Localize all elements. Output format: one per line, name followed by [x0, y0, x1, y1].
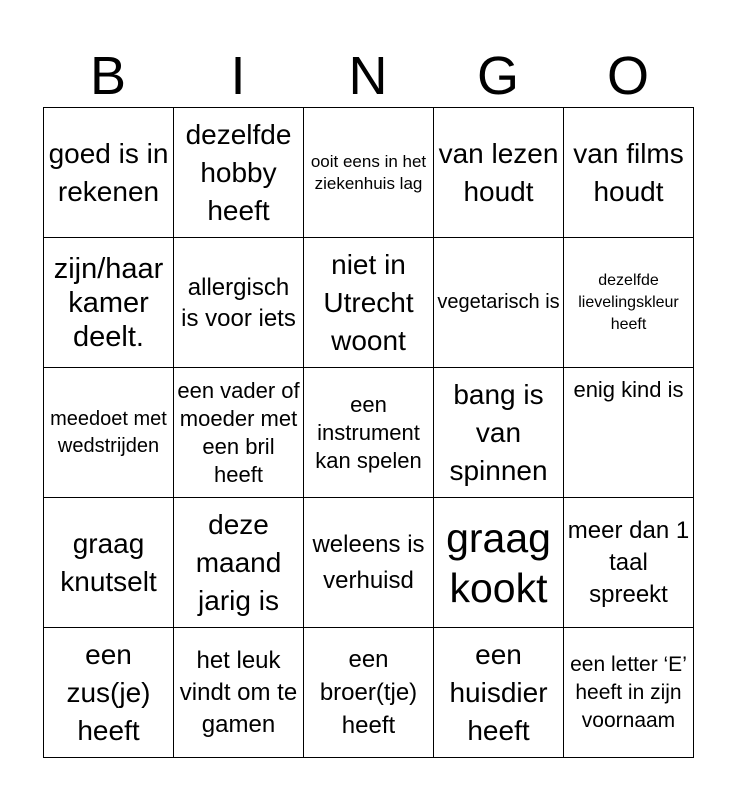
cell-text: dezelfde hobby heeft [185, 118, 292, 226]
header-letter-g: G [476, 46, 519, 106]
cell-text: van lezen houdt [438, 137, 559, 207]
cell-text: goed is in rekenen [48, 137, 169, 207]
bingo-cell[interactable] [174, 238, 304, 368]
bingo-cell[interactable] [304, 238, 434, 368]
cell-text: niet in Utrecht woont [323, 248, 414, 356]
bingo-cell[interactable] [564, 628, 694, 758]
bingo-cell[interactable] [434, 368, 564, 498]
bingo-cell[interactable] [564, 368, 694, 498]
bingo-cell[interactable] [44, 238, 174, 368]
cell-text: enig kind is [573, 377, 684, 402]
bingo-cell[interactable] [304, 108, 434, 238]
cell-text: het leuk vindt om te gamen [179, 646, 298, 738]
bingo-cell[interactable] [174, 628, 304, 758]
cell-text: vegetarisch is [437, 291, 560, 313]
bingo-cell[interactable] [564, 238, 694, 368]
cell-text: meer dan 1 taal spreekt [567, 516, 690, 608]
bingo-cell[interactable] [434, 238, 564, 368]
bingo-cell[interactable] [44, 498, 174, 628]
bingo-cell[interactable] [174, 108, 304, 238]
bingo-cell[interactable] [44, 368, 174, 498]
bingo-header [43, 44, 693, 108]
bingo-cell[interactable] [44, 628, 174, 758]
cell-text: een broer(tje) heeft [319, 646, 418, 739]
cell-text: graag kookt [446, 514, 551, 611]
cell-text: een huisdier heeft [449, 638, 548, 746]
cell-text: graag knutselt [60, 527, 157, 597]
cell-text: deze maand jarig is [195, 508, 282, 616]
cell-text: allergisch is voor iets [181, 273, 296, 332]
bingo-cell[interactable] [304, 628, 434, 758]
bingo-cell[interactable] [174, 368, 304, 498]
cell-text: bang is van spinnen [449, 378, 548, 486]
bingo-cell[interactable] [434, 108, 564, 238]
bingo-cell[interactable] [304, 498, 434, 628]
header-letter-i: I [230, 46, 246, 106]
bingo-cell[interactable] [434, 628, 564, 758]
cell-text: meedoet met wedstrijden [50, 407, 167, 457]
bingo-cell[interactable] [434, 498, 564, 628]
bingo-cell[interactable] [304, 368, 434, 498]
cell-text: van films houdt [573, 137, 684, 207]
bingo-cell[interactable] [174, 498, 304, 628]
cell-text: een instrument kan spelen [315, 391, 422, 473]
bingo-cell[interactable] [564, 108, 694, 238]
bingo-board [43, 107, 694, 758]
cell-text: ooit eens in het ziekenhuis lag [310, 151, 427, 193]
cell-text: zijn/haar kamer deelt. [53, 252, 164, 353]
header-letter-b: B [89, 46, 127, 106]
cell-text: dezelfde lievelingskleur heeft [578, 271, 679, 333]
cell-text: een zus(je) heeft [66, 638, 151, 746]
cell-text: een vader of moeder met een bril heeft [177, 377, 300, 487]
header-letter-n: N [348, 46, 388, 106]
bingo-cell[interactable] [44, 108, 174, 238]
cell-text: weleens is verhuisd [312, 530, 425, 594]
header-letter-o: O [606, 46, 649, 106]
cell-text: een letter ‘E’ heeft in zijn voornaam [570, 652, 687, 732]
bingo-cell[interactable] [564, 498, 694, 628]
